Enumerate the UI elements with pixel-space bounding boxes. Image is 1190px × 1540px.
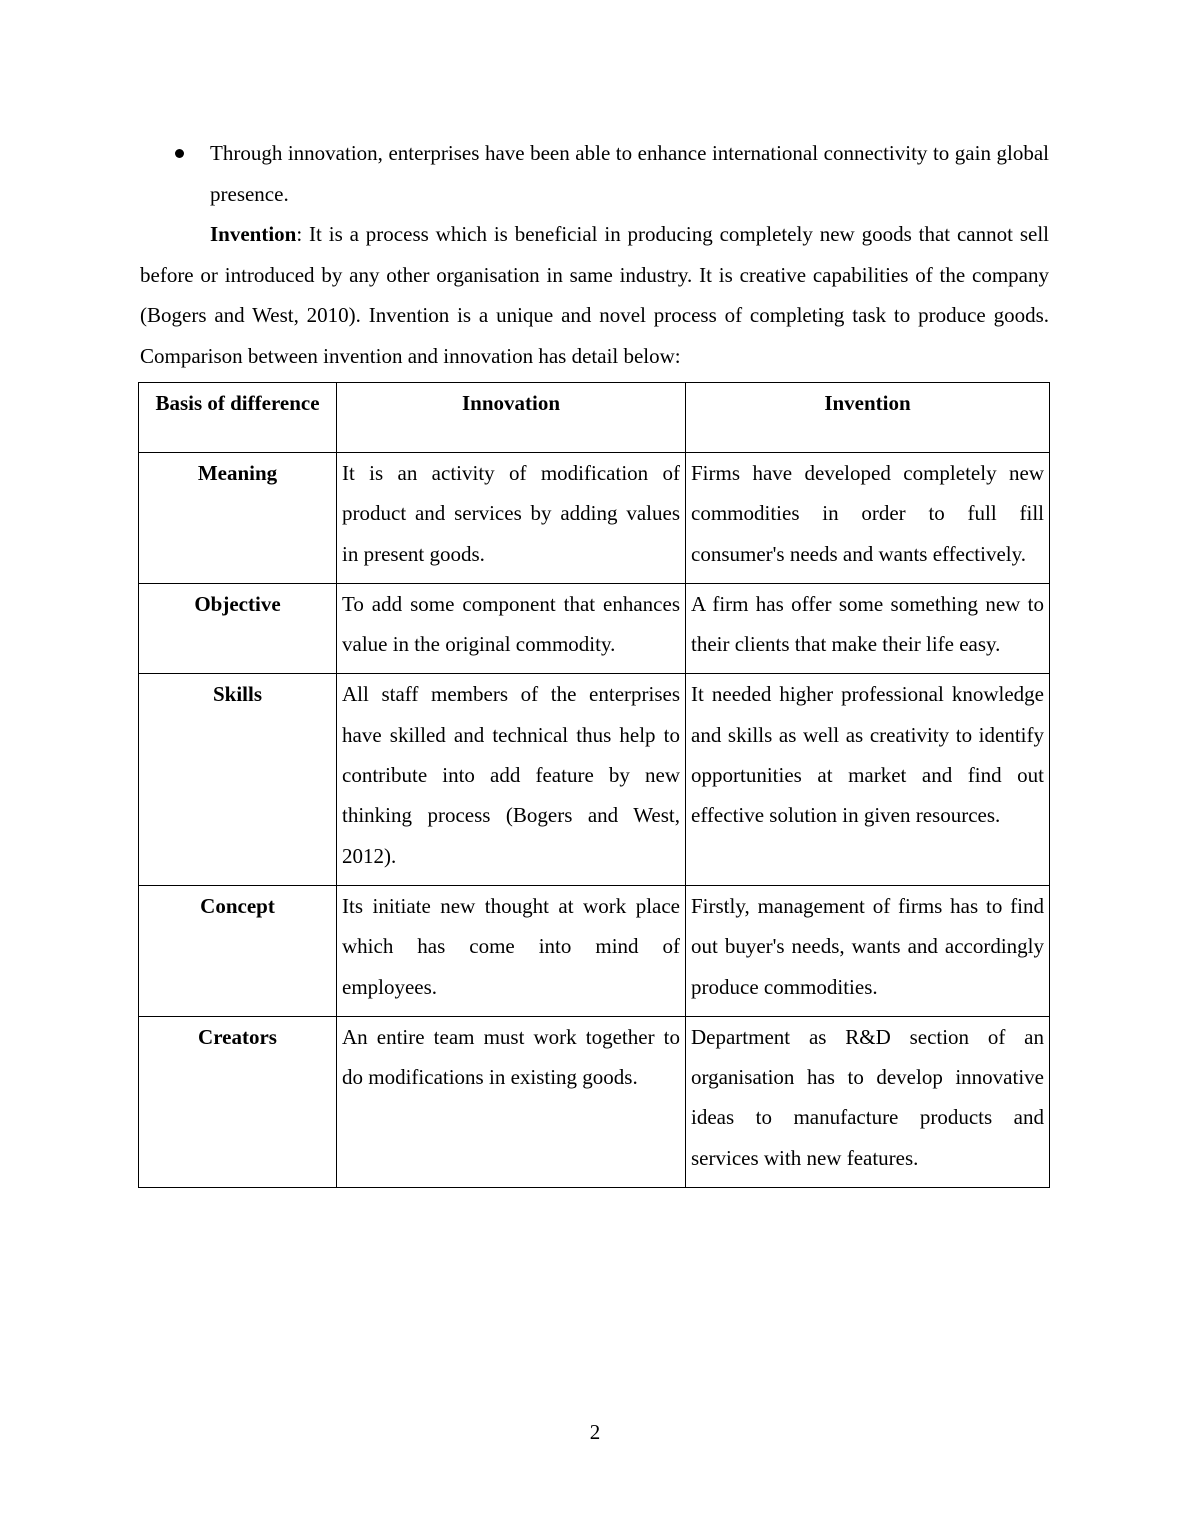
row-basis: Meaning — [139, 453, 337, 584]
bullet-list-item — [140, 133, 1049, 214]
row-innovation: An entire team must work together to do modifications in existing goods. — [337, 1016, 686, 1187]
row-invention: Firms have developed completely new commodities in order to full fill consumer's needs and wants effectively. — [686, 453, 1050, 584]
row-innovation: All staff members of the enterprises have skilled and technical thus help to contribute into add feature by new thinking process (Bogers and West, 2012). — [337, 674, 686, 885]
header-basis: Basis of difference — [139, 383, 337, 453]
comparison-table — [138, 382, 1050, 1188]
bullet-text: Through innovation, enterprises have been able to enhance international connectivity to gain global presence. — [210, 141, 1049, 206]
row-innovation: To add some component that enhances value in the original commodity. — [337, 583, 686, 674]
row-basis: Objective — [139, 583, 337, 674]
invention-term: Invention — [210, 222, 297, 246]
header-invention: Invention — [686, 383, 1050, 453]
table-header-row — [139, 383, 1050, 453]
invention-description: : It is a process which is beneficial in producing completely new goods that cannot sell before or introduced by any other organisation in same industry. It is creative capabilities of the company (Bogers and West, 2010). Invention is a unique and novel process of completing task to produce goods. Comparison between invention and innovation has detail below: — [140, 222, 1049, 368]
header-innovation: Innovation — [337, 383, 686, 453]
row-basis: Skills — [139, 674, 337, 885]
row-invention: Firstly, management of firms has to find out buyer's needs, wants and accordingly produce commodities. — [686, 885, 1050, 1016]
row-invention: A firm has offer some something new to their clients that make their life easy. — [686, 583, 1050, 674]
row-invention: Department as R&D section of an organisation has to develop innovative ideas to manufacture products and services with new features. — [686, 1016, 1050, 1187]
invention-paragraph — [140, 214, 1049, 376]
row-innovation: Its initiate new thought at work place which has come into mind of employees. — [337, 885, 686, 1016]
page-number: 2 — [589, 1420, 601, 1444]
bullet-dot-icon — [175, 149, 184, 158]
table-row — [139, 674, 1050, 885]
row-basis: Creators — [139, 1016, 337, 1187]
row-innovation: It is an activity of modification of product and services by adding values in present goods. — [337, 453, 686, 584]
table-row — [139, 1016, 1050, 1187]
table-row — [139, 453, 1050, 584]
table-row — [139, 885, 1050, 1016]
document-body — [140, 133, 1049, 1188]
table-row — [139, 583, 1050, 674]
row-invention: It needed higher professional knowledge and skills as well as creativity to identify opportunities at market and find out effective solution in given resources. — [686, 674, 1050, 885]
row-basis: Concept — [139, 885, 337, 1016]
